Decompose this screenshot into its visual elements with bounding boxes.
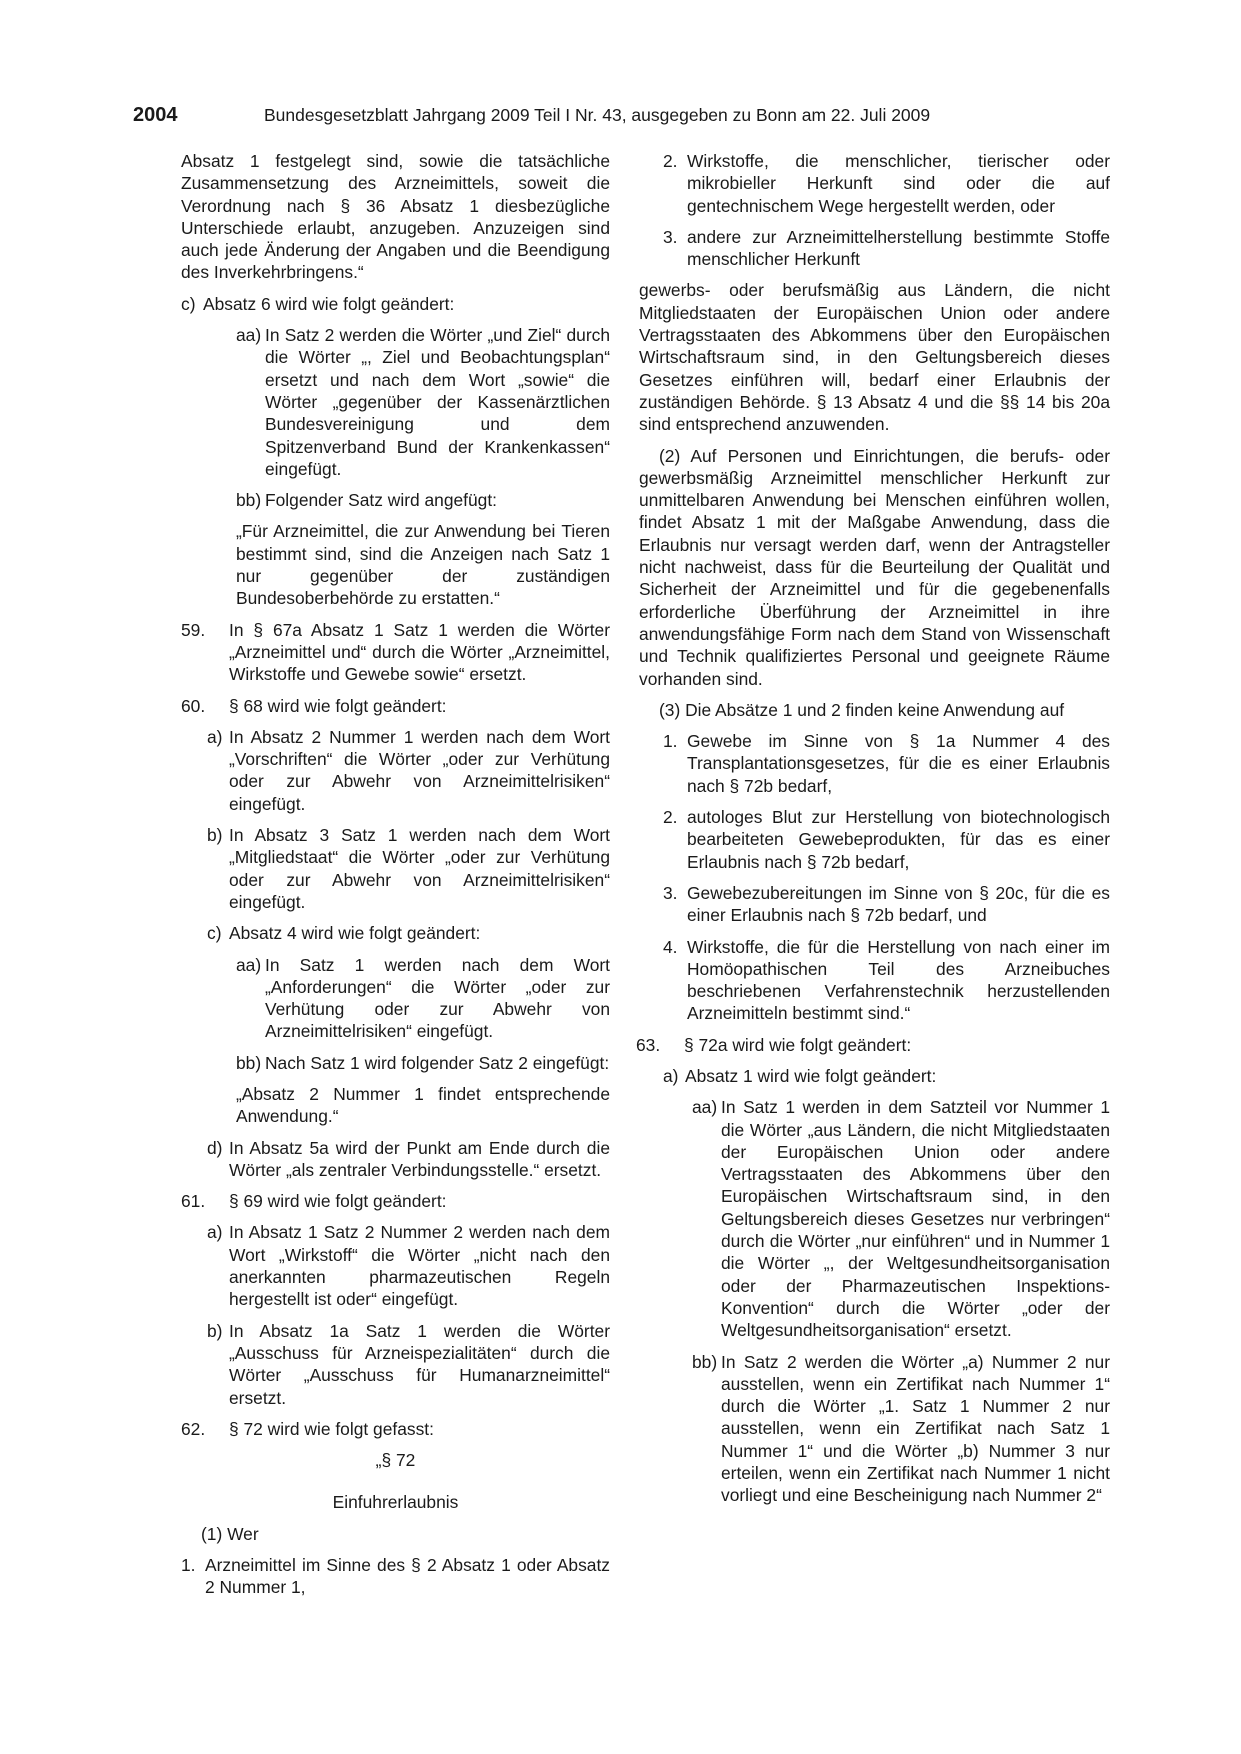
item-number: a) — [207, 1222, 223, 1243]
paragraph-text: In § 67a Absatz 1 Satz 1 werden die Wörter „Arzneimittel und“ durch die Wörter „Arzneimittel, Wirkstoffe und Gewebe sowie“ ersetzt. — [229, 619, 610, 685]
numbered-paragraph — [207, 1137, 610, 1182]
numbered-paragraph — [692, 1096, 1110, 1341]
paragraph-text: § 72 wird wie folgt gefasst: — [229, 1418, 434, 1439]
item-number: c) — [181, 293, 196, 314]
paragraph — [181, 1523, 610, 1545]
numbered-paragraph — [636, 1034, 1110, 1056]
paragraph-text: „Für Arzneimittel, die zur Anwendung bei Tieren bestimmt sind, sind die Anzeigen nach Satz 1 nur gegenüber der zuständigen Bundesoberbehörde zu erstatten.“ — [236, 521, 610, 609]
item-number: 1. — [181, 1555, 196, 1576]
item-number: 60. — [181, 695, 206, 716]
item-number: aa) — [236, 325, 262, 346]
numbered-paragraph — [236, 324, 610, 480]
paragraph-text: (2) Auf Personen und Einrichtungen, die berufs- oder gewerbsmäßig Arzneimittel menschlicher Herkunft zur unmittelbaren Anwendung bei Menschen einführen wollen, findet Absatz 1 mit der Maßgabe Anwendung, dass die Erlaubnis nur versagt werden darf, wenn der Antragsteller nicht nachweist, dass für die Beurteilung der Qualität und Sicherheit der Arzneimittel und für die gegebenenfalls erforderliche Überführung der Arzneimittel in ihre anwendungsfähige Form nach dem Stand von Wissenschaft und Technik qualifiziertes Personal und geeignete Räume vorhanden sind. — [639, 445, 1110, 689]
paragraph-text: In Satz 2 werden die Wörter „a) Nummer 2 nur ausstellen, wenn ein Zertifikat nach Nummer 1“ durch die Wörter „1. Satz 1 Nummer 2 nur ausstellen, wenn ein Zertifikat nach Satz 1 Nummer 1“ und die Wörter „b) Nummer 3 nur erteilen, wenn ein Zertifikat nach Nummer 1 nicht vorliegt und eine Bescheinigung nach Nummer 2“ — [721, 1351, 1110, 1506]
item-number: c) — [207, 923, 222, 944]
paragraph — [181, 1491, 610, 1513]
numbered-paragraph — [207, 922, 610, 944]
numbered-paragraph — [663, 150, 1110, 217]
paragraph-text: Einfuhrerlaubnis — [332, 1492, 459, 1513]
page-header — [133, 104, 1113, 130]
running-head: Bundesgesetzblatt Jahrgang 2009 Teil I Nr. 43, ausgegeben zu Bonn am 22. Juli 2009 — [264, 105, 931, 125]
paragraph-text: Absatz 1 wird wie folgt geändert: — [685, 1065, 937, 1086]
item-number: b) — [207, 825, 223, 846]
paragraph-text: Absatz 6 wird wie folgt geändert: — [203, 293, 455, 314]
paragraph-text: Arzneimittel im Sinne des § 2 Absatz 1 oder Absatz 2 Nummer 1, — [205, 1555, 610, 1598]
numbered-paragraph — [181, 695, 610, 717]
paragraph — [181, 1449, 610, 1471]
numbered-paragraph — [663, 882, 1110, 927]
item-number: d) — [207, 1137, 223, 1158]
paragraph-text: Wirkstoffe, die menschlicher, tierischer oder mikrobieller Herkunft sind oder die auf gentechnischem Wege hergestellt werden, oder — [687, 151, 1110, 216]
item-number: 2. — [663, 807, 678, 828]
numbered-paragraph — [663, 730, 1110, 797]
paragraph-text: Absatz 4 wird wie folgt geändert: — [229, 923, 481, 944]
numbered-paragraph — [181, 1190, 610, 1212]
numbered-paragraph — [181, 1554, 610, 1599]
numbered-paragraph — [663, 1065, 1110, 1087]
paragraph-text: § 69 wird wie folgt geändert: — [229, 1191, 447, 1212]
paragraph-text: In Absatz 1a Satz 1 werden die Wörter „Ausschuss für Arzneispezialitäten“ durch die Wörter „Ausschuss für Humanarzneimittel“ ersetzt. — [229, 1320, 610, 1408]
paragraph — [181, 150, 610, 284]
item-number: 4. — [663, 936, 678, 957]
paragraph-text: Wirkstoffe, die für die Herstellung von nach einer im Homöopathischen Teil des Arzneibuches beschriebenen Verfahrenstechnik herzustellenden Arzneimitteln bestimmt sind.“ — [687, 936, 1110, 1024]
item-number: a) — [207, 726, 223, 747]
item-number: 1. — [663, 731, 678, 752]
numbered-paragraph — [663, 226, 1110, 271]
paragraph — [236, 520, 610, 609]
paragraph-text: Gewebezubereitungen im Sinne von § 20c, für die es einer Erlaubnis nach § 72b bedarf, und — [687, 882, 1110, 926]
numbered-paragraph — [663, 936, 1110, 1025]
item-number: b) — [207, 1320, 223, 1341]
item-number: 62. — [181, 1418, 206, 1439]
item-number: bb) — [692, 1351, 718, 1372]
paragraph-text: Nach Satz 1 wird folgender Satz 2 eingefügt: — [265, 1052, 610, 1073]
paragraph-text: In Satz 1 werden nach dem Wort „Anforderungen“ die Wörter „oder zur Verhütung oder zur Abwehr von Arzneimittelrisiken“ eingefügt. — [265, 954, 610, 1042]
item-number: 3. — [663, 882, 678, 903]
numbered-paragraph — [207, 1221, 610, 1310]
item-number: 3. — [663, 226, 678, 247]
paragraph — [639, 699, 1110, 721]
paragraph-text: autologes Blut zur Herstellung von biotechnologisch bearbeiteten Gewebeprodukten, für das es einer Erlaubnis nach § 72b bedarf, — [687, 807, 1110, 872]
item-number: 2. — [663, 151, 678, 171]
paragraph-text: andere zur Arzneimittelherstellung bestimmte Stoffe menschlicher Herkunft — [687, 226, 1110, 270]
numbered-paragraph — [207, 1320, 610, 1409]
item-number: a) — [663, 1065, 679, 1086]
paragraph-text: „Absatz 2 Nummer 1 findet entsprechende Anwendung.“ — [236, 1083, 610, 1127]
paragraph-text: § 72a wird wie folgt geändert: — [684, 1034, 912, 1055]
paragraph-text: In Satz 1 werden in dem Satzteil vor Nummer 1 die Wörter „aus Ländern, die nicht Mitgliedstaaten der Europäischen Union oder andere Vertragsstaaten des Abkommens über den Europäischen Wirtschaftsraum sind, in den Geltungsbereich dieses Gesetzes nur verbringen“ durch die Wörter „nur einführen“ und in Nummer 1 die Wörter „, der Weltgesundheitsorganisation oder der Pharmazeutischen Inspektions-Konvention“ durch die Wörter „oder der Weltgesundheitsorganisation“ ersetzt. — [721, 1097, 1110, 1341]
paragraph — [639, 445, 1110, 690]
paragraph-text: gewerbs- oder berufsmäßig aus Ländern, die nicht Mitgliedstaaten der Europäischen Union oder andere Vertragsstaaten des Abkommens über den Europäischen Wirtschaftsraum sind, in den Geltungsbereich dieses Gesetzes einführen will, bedarf einer Erlaubnis der zuständigen Behörde. § 13 Absatz 4 und die §§ 14 bis 20a sind entsprechend anzuwenden. — [639, 280, 1110, 435]
paragraph — [236, 1083, 610, 1128]
item-number: bb) — [236, 490, 262, 511]
paragraph-text: § 68 wird wie folgt geändert: — [229, 695, 447, 716]
numbered-paragraph — [692, 1351, 1110, 1507]
paragraph-text: In Satz 2 werden die Wörter „und Ziel“ durch die Wörter „, Ziel und Beobachtungsplan“ ersetzt und nach dem Wort „sowie“ die Wörter „gegenüber der Kassenärztlichen Bundesvereinigung und dem Spitzenverband Bund der Krankenkassen“ eingefügt. — [265, 325, 610, 479]
paragraph — [639, 279, 1110, 435]
item-number: aa) — [692, 1097, 718, 1118]
numbered-paragraph — [236, 489, 610, 511]
paragraph-text: Gewebe im Sinne von § 1a Nummer 4 des Transplantationsgesetzes, für die es einer Erlaubnis nach § 72b bedarf, — [687, 731, 1110, 796]
item-number: 59. — [181, 619, 206, 640]
paragraph-text: Absatz 1 festgelegt sind, sowie die tatsächliche Zusammensetzung des Arzneimittels, soweit die Verordnung nach § 36 Absatz 1 diesbezügliche Unterschiede erlaubt, anzugeben. Anzuzeigen sind auch jede Änderung der Angaben und die Beendigung des Inverkehrbringens.“ — [181, 151, 610, 283]
paragraph-text: Folgender Satz wird angefügt: — [265, 490, 498, 511]
item-number: aa) — [236, 954, 262, 975]
right-column — [636, 150, 1110, 1516]
numbered-paragraph — [207, 726, 610, 815]
numbered-paragraph — [181, 1418, 610, 1440]
numbered-paragraph — [236, 954, 610, 1043]
paragraph-text: (3) Die Absätze 1 und 2 finden keine Anwendung auf — [659, 699, 1065, 720]
paragraph-text: (1) Wer — [201, 1523, 259, 1544]
item-number: 61. — [181, 1191, 206, 1212]
left-column — [133, 150, 610, 1608]
numbered-paragraph — [236, 1052, 610, 1074]
numbered-paragraph — [181, 293, 610, 315]
paragraph-text: In Absatz 2 Nummer 1 werden nach dem Wort „Vorschriften“ die Wörter „oder zur Verhütung oder zur Abwehr von Arzneimittelrisiken“ eingefügt. — [229, 726, 610, 814]
item-number: 63. — [636, 1034, 661, 1055]
paragraph-text: In Absatz 3 Satz 1 werden nach dem Wort „Mitgliedstaat“ die Wörter „oder zur Verhütung oder zur Abwehr von Arzneimittelrisiken“ eingefügt. — [229, 825, 610, 912]
numbered-paragraph — [181, 619, 610, 686]
page-number: 2004 — [133, 104, 178, 126]
paragraph-text: „§ 72 — [375, 1450, 416, 1471]
numbered-paragraph — [663, 806, 1110, 873]
item-number: bb) — [236, 1052, 262, 1073]
paragraph-text: In Absatz 1 Satz 2 Nummer 2 werden nach dem Wort „Wirkstoff“ die Wörter „nicht nach den anerkannten pharmazeutischen Regeln hergestellt ist oder“ eingefügt. — [229, 1222, 610, 1310]
paragraph-text: In Absatz 5a wird der Punkt am Ende durch die Wörter „als zentraler Verbindungsstelle.“ ersetzt. — [229, 1137, 610, 1180]
numbered-paragraph — [207, 824, 610, 913]
